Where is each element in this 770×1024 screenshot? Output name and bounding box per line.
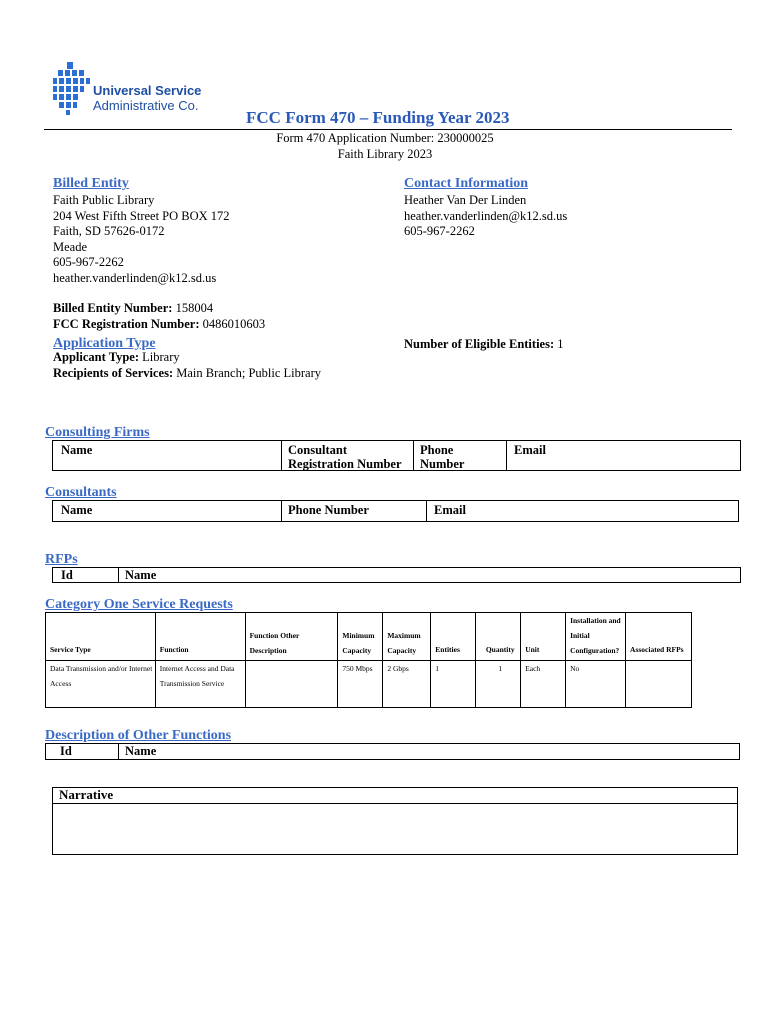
app-nickname: Faith Library 2023	[337, 147, 433, 161]
app-number: Form 470 Application Number: 230000025	[276, 131, 494, 145]
col-associated-rfps: Associated RFPs	[626, 613, 692, 661]
billed-entity-number: 158004	[175, 301, 214, 315]
cell-min-capacity: 750 Mbps	[338, 661, 383, 708]
col-function: Function	[155, 613, 245, 661]
col-function-other: Function Other Description	[245, 613, 338, 661]
application-type-info	[53, 350, 321, 381]
col-id: Id	[61, 568, 73, 582]
col-email: Email	[514, 443, 546, 457]
application-type-heading: Application Type	[53, 336, 156, 351]
cell-function-other	[245, 661, 338, 708]
col-name: Name	[125, 744, 157, 758]
billed-entity-line: heather.vanderlinden@k12.sd.us	[53, 270, 217, 285]
billed-entity-line: Faith Public Library	[53, 193, 155, 207]
org-name	[93, 83, 201, 113]
cell-associated-rfps	[626, 661, 692, 708]
applicant-type: Library	[142, 350, 180, 364]
table-row	[46, 661, 692, 708]
narrative-box	[52, 787, 738, 855]
col-divider	[118, 568, 119, 582]
other-functions-heading: Description of Other Functions	[45, 728, 232, 743]
col-divider	[281, 441, 282, 470]
org-name-line1: Universal Service	[93, 83, 202, 98]
cell-function: Internet Access and Data Transmission Service	[155, 661, 245, 708]
applicant-type-label: Applicant Type:	[53, 350, 140, 364]
rfps-heading: RFPs	[45, 552, 78, 567]
col-name: Name	[61, 503, 93, 517]
consultants-heading: Consultants	[45, 485, 117, 500]
fcc-registration-label: FCC Registration Number:	[53, 316, 200, 331]
cell-installation: No	[566, 661, 626, 708]
col-divider	[426, 501, 427, 521]
billed-entity-number-row	[53, 301, 265, 317]
page-title: FCC Form 470 – Funding Year 2023	[246, 108, 510, 127]
eligible-entities-label: Number of Eligible Entities:	[404, 337, 555, 351]
recipients-label: Recipients of Services:	[53, 365, 174, 380]
col-divider	[413, 441, 414, 470]
contact-heading: Contact Information	[404, 176, 529, 191]
col-phone: Phone Number	[288, 503, 369, 517]
col-quantity: Quantity	[476, 613, 521, 661]
col-max-capacity: Maximum Capacity	[383, 613, 431, 661]
contact-line: heather.vanderlinden@k12.sd.us	[404, 208, 568, 223]
eligible-entities-row	[404, 337, 564, 353]
category-one-table	[45, 612, 692, 708]
billed-entity-line: Meade	[53, 239, 88, 254]
billed-entity-address	[53, 193, 230, 286]
cell-max-capacity: 2 Gbps	[383, 661, 431, 708]
col-name: Name	[61, 443, 93, 457]
recipients: Main Branch; Public Library	[176, 365, 321, 380]
narrative-header	[53, 788, 737, 804]
col-divider	[506, 441, 507, 470]
other-functions-table	[45, 743, 740, 760]
col-divider	[118, 744, 119, 759]
cell-quantity: 1	[476, 661, 521, 708]
billed-entity-numbers	[53, 301, 265, 332]
consultants-table	[52, 500, 739, 522]
col-entities: Entities	[431, 613, 476, 661]
billed-entity-line: 204 West Fifth Street PO BOX 172	[53, 208, 230, 223]
eligible-entities: 1	[557, 337, 564, 351]
col-id: Id	[60, 744, 72, 758]
contact-info	[404, 193, 567, 240]
applicant-type-row	[53, 350, 321, 366]
col-phone: Phone Number	[420, 443, 465, 471]
billed-entity-line: Faith, SD 57626-0172	[53, 224, 165, 238]
col-divider	[281, 501, 282, 521]
billed-entity-heading: Billed Entity	[53, 176, 129, 191]
col-installation: Installation and Initial Configuration?	[566, 613, 626, 661]
cell-unit: Each	[521, 661, 566, 708]
col-consultant-reg: Consultant Registration Number	[288, 443, 402, 471]
consulting-firms-table	[52, 440, 741, 471]
contact-line: Heather Van Der Linden	[404, 193, 527, 207]
billed-entity-number-label: Billed Entity Number:	[53, 301, 173, 315]
billed-entity-line: 605-967-2262	[53, 255, 124, 269]
narrative-label: Narrative	[59, 787, 114, 802]
consulting-firms-heading: Consulting Firms	[45, 425, 150, 440]
table-header-row	[46, 613, 692, 661]
col-email: Email	[434, 503, 466, 517]
col-service-type: Service Type	[46, 613, 156, 661]
col-name: Name	[125, 568, 157, 582]
cell-entities: 1	[431, 661, 476, 708]
rfps-table	[52, 567, 741, 583]
cell-service-type: Data Transmission and/or Internet Access	[46, 661, 156, 708]
recipients-row	[53, 366, 321, 382]
title-rule	[44, 129, 732, 130]
col-unit: Unit	[521, 613, 566, 661]
col-min-capacity: Minimum Capacity	[338, 613, 383, 661]
fcc-registration-number: 0486010603	[202, 316, 266, 331]
category-one-heading: Category One Service Requests	[45, 597, 233, 612]
fcc-registration-row	[53, 317, 265, 333]
contact-line: 605-967-2262	[404, 224, 475, 238]
org-name-line2: Administrative Co.	[93, 98, 199, 113]
